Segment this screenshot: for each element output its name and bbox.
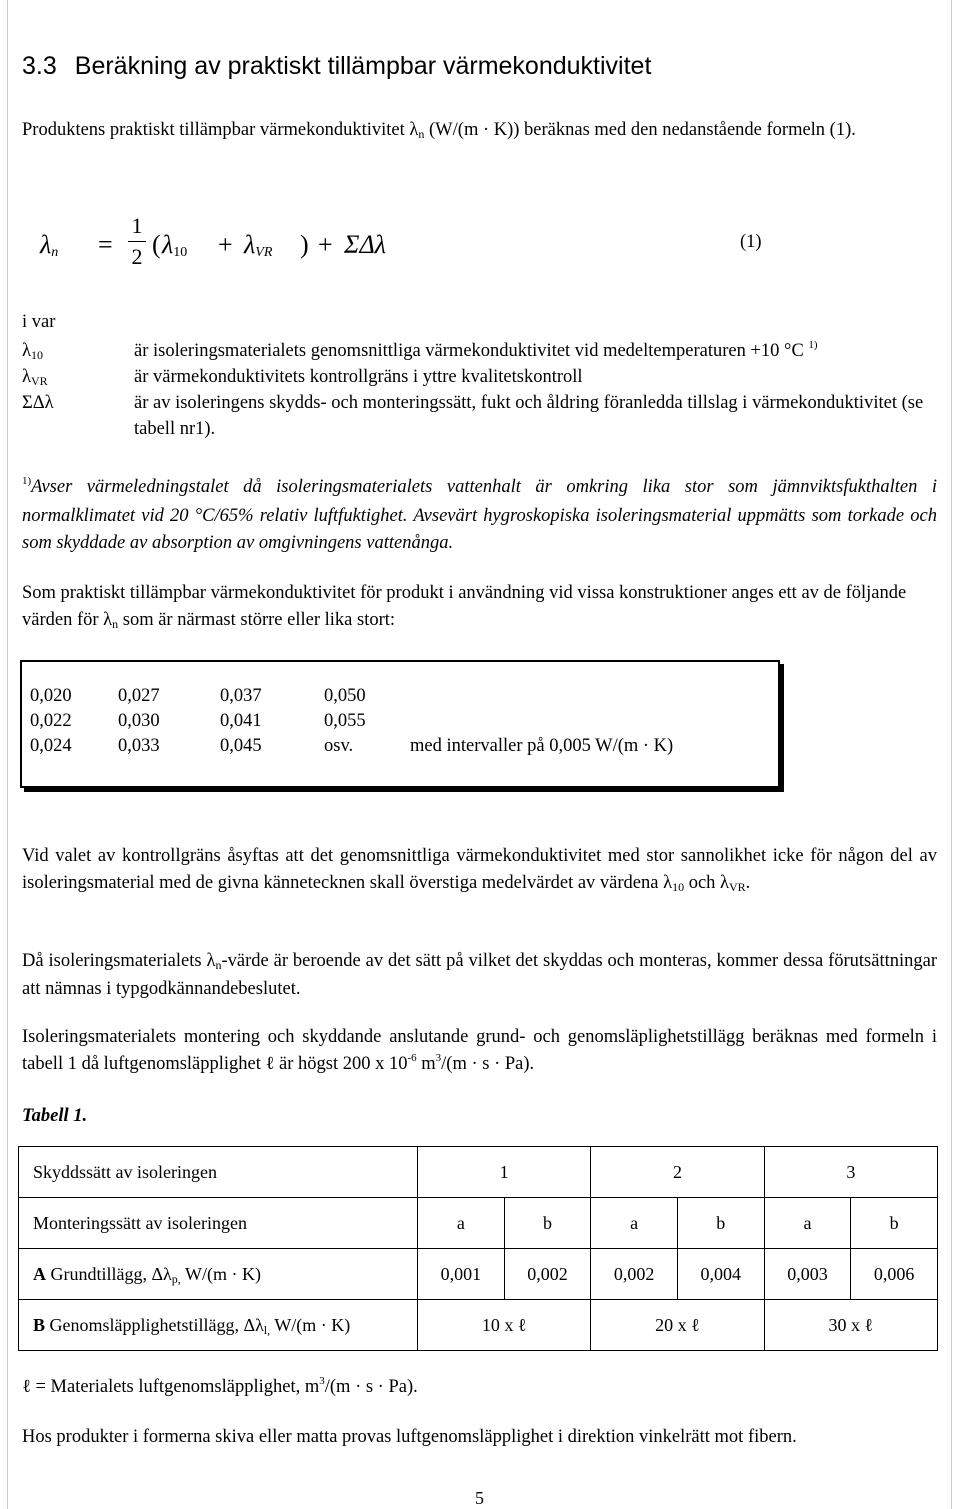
formula-equals: =	[98, 230, 113, 259]
values-row: 0,024 0,033 0,045 osv. med intervaller på 0,005 W/(m · K)	[30, 736, 674, 756]
values-paragraph: Som praktiskt tillämpbar värmekonduktivitet för produkt i användning vid vissa konstruktioner anges ett av de följande värden för λn som är närmast större eller lika stort:	[22, 583, 907, 631]
section-number: 3.3	[22, 52, 57, 80]
formula-denominator: 2	[131, 244, 143, 269]
formula-1	[40, 213, 762, 274]
table-caption: Tabell 1.	[22, 1106, 88, 1126]
section-title: Beräkning av praktiskt tillämpbar värmekonduktivitet	[74, 52, 652, 80]
formula-number: (1)	[740, 232, 762, 252]
values-row: 0,020 0,027 0,037 0,050	[30, 686, 366, 706]
formula-lambda-10: λ10	[162, 230, 188, 260]
table-1	[18, 1146, 938, 1351]
formula-numerator: 1	[131, 213, 143, 238]
right-margin-line	[951, 0, 952, 1509]
intro-paragraph: Produktens praktiskt tillämpbar värmekonduktivitet λn (W/(m · K)) beräknas med den nedanstående formeln (1).	[22, 120, 856, 141]
section-heading	[22, 52, 651, 81]
formula-fraction	[128, 213, 146, 270]
formula-plus-2: +	[318, 230, 333, 259]
footnote: $^{1)}$Avser värmeledningstalet då isoleringsmaterialets vattenhalt är omkring lika stor som jämnviktsfukthalten i normalklimatet vid 20 °C/65% relativ luftfuktighet. Avsevärt hygroskopiska isoleringsmaterial uppmätts som torkade och som skyddade av absorption av omgivningens vattenånga.	[22, 475, 937, 553]
i-var-label: i var	[22, 312, 56, 332]
page-number: 5	[475, 1488, 484, 1508]
formula-open-paren: (	[152, 230, 161, 259]
table-row: A Grundtillägg, Δλp, W/(m · K) 0,001 0,002 0,002 0,004 0,003 0,006	[19, 1249, 938, 1300]
values-row: 0,022 0,030 0,041 0,055	[30, 711, 366, 731]
formula-sum-delta-lambda: ΣΔλ	[344, 230, 386, 259]
control-paragraph: Vid valet av kontrollgräns åsyftas att det genomsnittliga värmekonduktivitet med stor sannolikhet icke för någon del av isoleringsmaterial med de givna kännetecknen skall överstiga medelvärdet av värdena λ10 och λVR.	[22, 846, 937, 894]
table-row: B Genomsläpplighetstillägg, Δλl, W/(m · K) 10 x ℓ 20 x ℓ 30 x ℓ	[19, 1300, 938, 1351]
formula-close-paren: )	[300, 230, 309, 259]
depends-paragraph: Då isoleringsmaterialets λn-värde är beroende av det sätt på vilket det skyddas och monteras, kommer dessa förutsättningar att nämnas i typgodkännandebeslutet.	[22, 951, 937, 999]
values-table	[30, 686, 673, 761]
formula-lambda-n: λn	[40, 230, 59, 260]
table-row: Monteringssätt av isoleringen a b a b a b	[19, 1198, 938, 1249]
last-paragraph: Hos produkter i formerna skiva eller matta provas luftgenomsläpplighet i direktion vinkelrätt mot fibern.	[22, 1427, 797, 1447]
legend: ℓ = Materialets luftgenomsläpplighet, $m^3/(m \cdot s \cdot Pa)$.	[22, 1375, 418, 1397]
formula-plus: +	[218, 230, 233, 259]
mounting-paragraph: Isoleringsmaterialets montering och skyddande anslutande grund- och genomsläplighetstillägg beräknas med formeln i tabell 1 då luftgenomsläpplighet ℓ är högst 200 x $10^{-6}$ $m^3/(m \cdot s \cdot Pa)$.	[22, 1027, 937, 1074]
left-margin-line	[7, 0, 8, 1509]
table-row: Skyddssätt av isoleringen 1 2 3	[19, 1147, 938, 1198]
formula-lambda-vr: λVR	[244, 230, 273, 260]
